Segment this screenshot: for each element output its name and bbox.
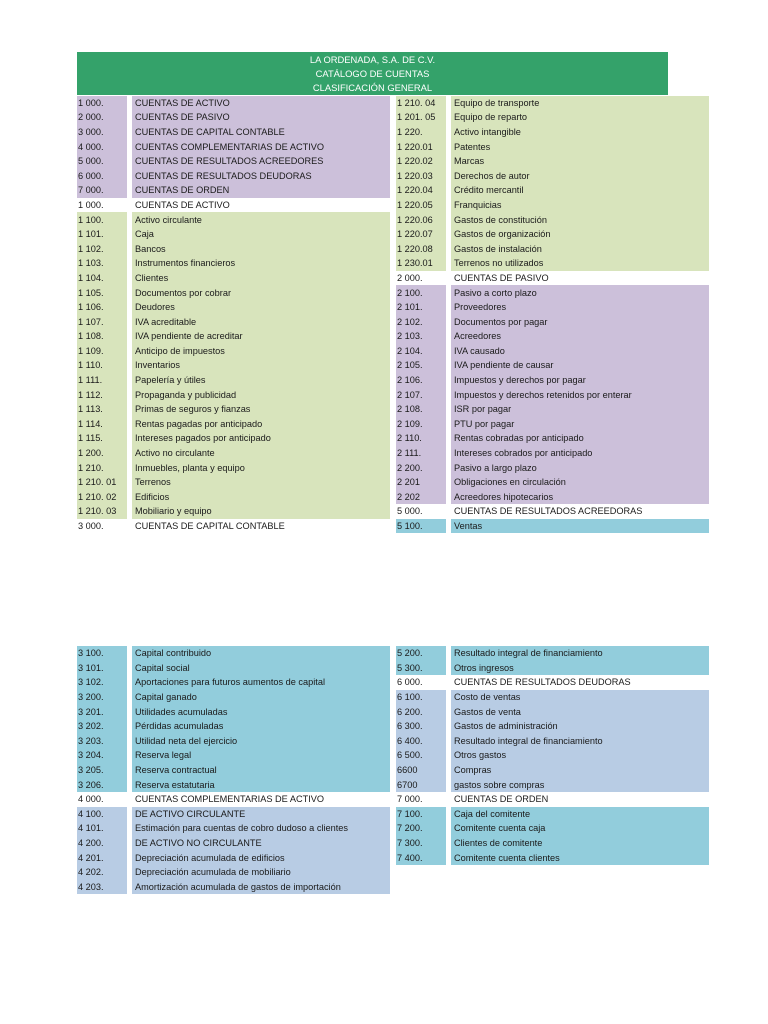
account-name: IVA acreditable: [132, 314, 390, 329]
account-row: [396, 344, 709, 359]
right-bottom-column: [396, 646, 709, 865]
account-code: 1 114.: [77, 417, 127, 432]
left-top-column: [77, 96, 390, 534]
account-code: 4 200.: [77, 836, 127, 851]
account-row: [396, 748, 709, 763]
account-row: [77, 125, 390, 140]
account-name: Inmuebles, planta y equipo: [132, 460, 390, 475]
account-code: 3 203.: [77, 734, 127, 749]
account-row: [77, 110, 390, 125]
account-name: Activo no circulante: [132, 446, 390, 461]
account-name: Equipo de reparto: [451, 110, 709, 125]
account-row: [396, 198, 709, 213]
account-name: Impuestos y derechos retenidos por enterar: [451, 387, 709, 402]
account-name: CUENTAS DE CAPITAL CONTABLE: [132, 519, 390, 534]
account-row: [77, 460, 390, 475]
account-code: 1 106.: [77, 300, 127, 315]
account-row: [77, 865, 390, 880]
account-code: 5 000.: [396, 504, 446, 519]
account-code: 4 202.: [77, 865, 127, 880]
account-code: 3 102.: [77, 675, 127, 690]
account-code: 2 109.: [396, 417, 446, 432]
account-name: Utilidades acumuladas: [132, 704, 390, 719]
account-code: 4 000.: [77, 139, 127, 154]
account-name: Amortización acumulada de gastos de importación: [132, 880, 390, 895]
account-name: Capital contribuido: [132, 646, 390, 661]
account-name: Inventarios: [132, 358, 390, 373]
account-name: Clientes de comitente: [451, 836, 709, 851]
account-code: 3 100.: [77, 646, 127, 661]
account-name: CUENTAS COMPLEMENTARIAS DE ACTIVO: [132, 139, 390, 154]
account-name: IVA pendiente de acreditar: [132, 329, 390, 344]
account-name: Reserva estatutaria: [132, 777, 390, 792]
account-row: [77, 675, 390, 690]
account-name: Acreedores hipotecarios: [451, 490, 709, 505]
account-row: [396, 212, 709, 227]
account-name: IVA causado: [451, 344, 709, 359]
account-name: DE ACTIVO CIRCULANTE: [132, 807, 390, 822]
account-row: [396, 314, 709, 329]
account-row: [77, 344, 390, 359]
account-name: gastos sobre compras: [451, 777, 709, 792]
account-row: [77, 880, 390, 895]
account-row: [396, 417, 709, 432]
account-name: Pérdidas acumuladas: [132, 719, 390, 734]
account-code: 7 400.: [396, 850, 446, 865]
account-code: 7 100.: [396, 807, 446, 822]
account-name: Otros gastos: [451, 748, 709, 763]
account-name: CUENTAS DE CAPITAL CONTABLE: [132, 125, 390, 140]
account-row: [396, 139, 709, 154]
account-row: [396, 646, 709, 661]
account-name: Capital social: [132, 661, 390, 676]
account-code: 6 300.: [396, 719, 446, 734]
account-name: CUENTAS DE RESULTADOS ACREEDORAS: [451, 504, 709, 519]
account-code: 5 200.: [396, 646, 446, 661]
account-row: [396, 460, 709, 475]
account-name: Resultado integral de financiamiento: [451, 734, 709, 749]
account-name: Gastos de organización: [451, 227, 709, 242]
account-name: CUENTAS DE PASIVO: [132, 110, 390, 125]
account-name: Primas de seguros y fianzas: [132, 402, 390, 417]
account-code: 1 220.07: [396, 227, 446, 242]
account-code: 1 105.: [77, 285, 127, 300]
classification-title: CLASIFICACIÓN GENERAL: [312, 81, 433, 93]
account-name: Franquicias: [451, 198, 709, 213]
account-name: Deudores: [132, 300, 390, 315]
account-row: [396, 475, 709, 490]
account-row: [396, 792, 709, 807]
account-name: Papelería y útiles: [132, 373, 390, 388]
account-row: [77, 446, 390, 461]
account-row: [77, 241, 390, 256]
account-name: Depreciación acumulada de mobiliario: [132, 865, 390, 880]
account-name: Documentos por pagar: [451, 314, 709, 329]
account-row: [396, 125, 709, 140]
account-code: 7 000.: [77, 183, 127, 198]
account-code: 1 210.: [77, 460, 127, 475]
account-name: Reserva legal: [132, 748, 390, 763]
account-row: [77, 227, 390, 242]
account-row: [77, 373, 390, 388]
account-row: [77, 183, 390, 198]
account-row: [77, 198, 390, 213]
account-row: [77, 646, 390, 661]
account-name: Propaganda y publicidad: [132, 387, 390, 402]
account-row: [77, 417, 390, 432]
catalog-title: CATÁLOGO DE CUENTAS: [315, 67, 430, 79]
account-row: [77, 475, 390, 490]
account-row: [77, 329, 390, 344]
account-row: [396, 504, 709, 519]
account-code: 1 210. 02: [77, 490, 127, 505]
account-name: Estimación para cuentas de cobro dudoso a clientes: [132, 821, 390, 836]
account-row: [396, 271, 709, 286]
account-row: [77, 300, 390, 315]
account-name: Acreedores: [451, 329, 709, 344]
account-name: Otros ingresos: [451, 661, 709, 676]
account-code: 1 220.: [396, 125, 446, 140]
account-name: Pasivo a largo plazo: [451, 460, 709, 475]
account-code: 7 200.: [396, 821, 446, 836]
account-code: 3 206.: [77, 777, 127, 792]
account-row: [77, 704, 390, 719]
account-row: [77, 821, 390, 836]
account-code: 2 104.: [396, 344, 446, 359]
account-name: Resultado integral de financiamiento: [451, 646, 709, 661]
account-code: 6700: [396, 777, 446, 792]
account-row: [77, 719, 390, 734]
account-code: 5 300.: [396, 661, 446, 676]
account-code: 1 201. 05: [396, 110, 446, 125]
account-row: [77, 212, 390, 227]
account-row: [77, 285, 390, 300]
account-code: 6 500.: [396, 748, 446, 763]
account-code: 1 230.01: [396, 256, 446, 271]
account-code: 2 000.: [396, 271, 446, 286]
account-name: Proveedores: [451, 300, 709, 315]
account-name: Activo circulante: [132, 212, 390, 227]
account-code: 1 210. 01: [77, 475, 127, 490]
account-row: [396, 373, 709, 388]
account-name: Capital ganado: [132, 690, 390, 705]
account-name: Utilidad neta del ejercicio: [132, 734, 390, 749]
account-row: [396, 300, 709, 315]
account-code: 6 000.: [77, 168, 127, 183]
account-code: 2 105.: [396, 358, 446, 373]
account-row: [396, 96, 709, 111]
account-code: 3 101.: [77, 661, 127, 676]
account-code: 6 400.: [396, 734, 446, 749]
account-code: 3 200.: [77, 690, 127, 705]
account-name: Equipo de transporte: [451, 96, 709, 111]
account-row: [77, 836, 390, 851]
account-code: 4 101.: [77, 821, 127, 836]
account-code: 3 000.: [77, 125, 127, 140]
account-code: 1 200.: [77, 446, 127, 461]
account-name: Marcas: [451, 154, 709, 169]
account-name: Reserva contractual: [132, 763, 390, 778]
account-code: 2 103.: [396, 329, 446, 344]
account-row: [77, 850, 390, 865]
account-code: 1 220.08: [396, 241, 446, 256]
account-code: 2 000.: [77, 110, 127, 125]
account-name: Clientes: [132, 271, 390, 286]
account-name: Gastos de administración: [451, 719, 709, 734]
account-row: [396, 358, 709, 373]
account-row: [396, 777, 709, 792]
account-code: 1 220.02: [396, 154, 446, 169]
account-name: ISR por pagar: [451, 402, 709, 417]
account-name: CUENTAS DE RESULTADOS DEUDORAS: [451, 675, 709, 690]
account-row: [396, 154, 709, 169]
account-row: [396, 719, 709, 734]
account-code: 1 220.04: [396, 183, 446, 198]
account-row: [396, 690, 709, 705]
account-code: 1 112.: [77, 387, 127, 402]
account-code: 6 200.: [396, 704, 446, 719]
account-code: 2 201: [396, 475, 446, 490]
account-name: CUENTAS DE ACTIVO: [132, 198, 390, 213]
account-name: DE ACTIVO NO CIRCULANTE: [132, 836, 390, 851]
left-bottom-column: [77, 646, 390, 894]
account-name: Edificios: [132, 490, 390, 505]
account-row: [77, 690, 390, 705]
catalog-header: [77, 52, 668, 95]
account-row: [396, 168, 709, 183]
account-name: Intereses cobrados por anticipado: [451, 446, 709, 461]
account-row: [77, 154, 390, 169]
account-code: 1 220.01: [396, 139, 446, 154]
account-row: [396, 734, 709, 749]
account-row: [77, 96, 390, 111]
account-code: 1 104.: [77, 271, 127, 286]
account-name: PTU por pagar: [451, 417, 709, 432]
account-row: [77, 792, 390, 807]
account-row: [396, 402, 709, 417]
account-name: Comitente cuenta caja: [451, 821, 709, 836]
account-code: 4 201.: [77, 850, 127, 865]
account-row: [77, 402, 390, 417]
account-code: 2 101.: [396, 300, 446, 315]
account-row: [396, 183, 709, 198]
account-code: 2 110.: [396, 431, 446, 446]
account-code: 6 100.: [396, 690, 446, 705]
account-name: Depreciación acumulada de edificios: [132, 850, 390, 865]
account-code: 2 108.: [396, 402, 446, 417]
account-row: [77, 387, 390, 402]
account-code: 2 102.: [396, 314, 446, 329]
account-code: 5 000.: [77, 154, 127, 169]
account-row: [396, 661, 709, 676]
account-row: [77, 504, 390, 519]
account-row: [396, 519, 709, 534]
account-name: Anticipo de impuestos: [132, 344, 390, 359]
account-name: Intereses pagados por anticipado: [132, 431, 390, 446]
account-code: 2 107.: [396, 387, 446, 402]
account-row: [77, 777, 390, 792]
account-name: CUENTAS DE RESULTADOS DEUDORAS: [132, 168, 390, 183]
account-row: [396, 329, 709, 344]
account-code: 1 210. 03: [77, 504, 127, 519]
account-name: Impuestos y derechos por pagar: [451, 373, 709, 388]
account-name: Caja del comitente: [451, 807, 709, 822]
account-row: [77, 519, 390, 534]
account-name: Terrenos: [132, 475, 390, 490]
account-code: 3 201.: [77, 704, 127, 719]
account-row: [77, 168, 390, 183]
account-name: CUENTAS DE PASIVO: [451, 271, 709, 286]
account-code: 1 109.: [77, 344, 127, 359]
account-row: [77, 139, 390, 154]
account-code: 1 000.: [77, 96, 127, 111]
account-code: 2 202: [396, 490, 446, 505]
account-name: Ventas: [451, 519, 709, 534]
account-code: 1 220.06: [396, 212, 446, 227]
account-row: [396, 807, 709, 822]
account-code: 5 100.: [396, 519, 446, 534]
account-name: Costo de ventas: [451, 690, 709, 705]
account-name: Documentos por cobrar: [132, 285, 390, 300]
account-name: Derechos de autor: [451, 168, 709, 183]
account-row: [396, 850, 709, 865]
account-name: Instrumentos financieros: [132, 256, 390, 271]
account-row: [396, 446, 709, 461]
account-name: CUENTAS DE ORDEN: [451, 792, 709, 807]
account-row: [396, 110, 709, 125]
right-top-column: [396, 96, 709, 534]
account-code: 3 205.: [77, 763, 127, 778]
account-name: Gastos de constitución: [451, 212, 709, 227]
account-row: [396, 256, 709, 271]
account-code: 2 200.: [396, 460, 446, 475]
account-row: [396, 431, 709, 446]
account-code: 1 115.: [77, 431, 127, 446]
account-name: Bancos: [132, 241, 390, 256]
account-name: CUENTAS DE ACTIVO: [132, 96, 390, 111]
account-row: [77, 431, 390, 446]
account-code: 1 111.: [77, 373, 127, 388]
account-row: [77, 358, 390, 373]
account-code: 3 204.: [77, 748, 127, 763]
account-code: 1 108.: [77, 329, 127, 344]
account-code: 7 000.: [396, 792, 446, 807]
account-name: Crédito mercantil: [451, 183, 709, 198]
account-code: 7 300.: [396, 836, 446, 851]
account-name: CUENTAS DE ORDEN: [132, 183, 390, 198]
account-row: [77, 661, 390, 676]
account-row: [77, 256, 390, 271]
account-name: Activo intangible: [451, 125, 709, 140]
account-row: [77, 763, 390, 778]
account-code: 1 220.03: [396, 168, 446, 183]
account-code: 1 210. 04: [396, 96, 446, 111]
account-code: 1 103.: [77, 256, 127, 271]
account-code: 1 100.: [77, 212, 127, 227]
account-name: Pasivo a corto plazo: [451, 285, 709, 300]
account-name: Terrenos no utilizados: [451, 256, 709, 271]
account-code: 4 000.: [77, 792, 127, 807]
account-row: [77, 314, 390, 329]
account-name: Compras: [451, 763, 709, 778]
account-code: 1 101.: [77, 227, 127, 242]
account-row: [396, 241, 709, 256]
account-name: IVA pendiente de causar: [451, 358, 709, 373]
account-name: Gastos de venta: [451, 704, 709, 719]
account-code: 4 203.: [77, 880, 127, 895]
account-name: Aportaciones para futuros aumentos de capital: [132, 675, 390, 690]
account-row: [77, 271, 390, 286]
account-code: 2 106.: [396, 373, 446, 388]
account-name: CUENTAS COMPLEMENTARIAS DE ACTIVO: [132, 792, 390, 807]
account-code: 1 110.: [77, 358, 127, 373]
account-row: [77, 734, 390, 749]
account-row: [77, 748, 390, 763]
account-code: 6 000.: [396, 675, 446, 690]
account-row: [396, 704, 709, 719]
account-row: [77, 807, 390, 822]
account-code: 1 113.: [77, 402, 127, 417]
account-name: Rentas pagadas por anticipado: [132, 417, 390, 432]
account-code: 1 107.: [77, 314, 127, 329]
account-row: [396, 285, 709, 300]
account-code: 1 220.05: [396, 198, 446, 213]
company-name: LA ORDENADA, S.A. DE C.V.: [309, 54, 436, 66]
account-name: Mobiliario y equipo: [132, 504, 390, 519]
account-name: Gastos de instalación: [451, 241, 709, 256]
account-row: [396, 227, 709, 242]
account-row: [396, 387, 709, 402]
account-row: [396, 836, 709, 851]
account-name: Rentas cobradas por anticipado: [451, 431, 709, 446]
account-name: Obligaciones en circulación: [451, 475, 709, 490]
account-code: 4 100.: [77, 807, 127, 822]
account-code: 1 000.: [77, 198, 127, 213]
account-row: [396, 821, 709, 836]
account-name: Patentes: [451, 139, 709, 154]
account-row: [396, 763, 709, 778]
account-row: [396, 675, 709, 690]
account-row: [396, 490, 709, 505]
account-name: CUENTAS DE RESULTADOS ACREEDORES: [132, 154, 390, 169]
account-code: 3 202.: [77, 719, 127, 734]
account-code: 6600: [396, 763, 446, 778]
account-name: Caja: [132, 227, 390, 242]
account-code: 3 000.: [77, 519, 127, 534]
account-code: 2 111.: [396, 446, 446, 461]
account-code: 2 100.: [396, 285, 446, 300]
account-row: [77, 490, 390, 505]
account-name: Comitente cuenta clientes: [451, 850, 709, 865]
account-code: 1 102.: [77, 241, 127, 256]
